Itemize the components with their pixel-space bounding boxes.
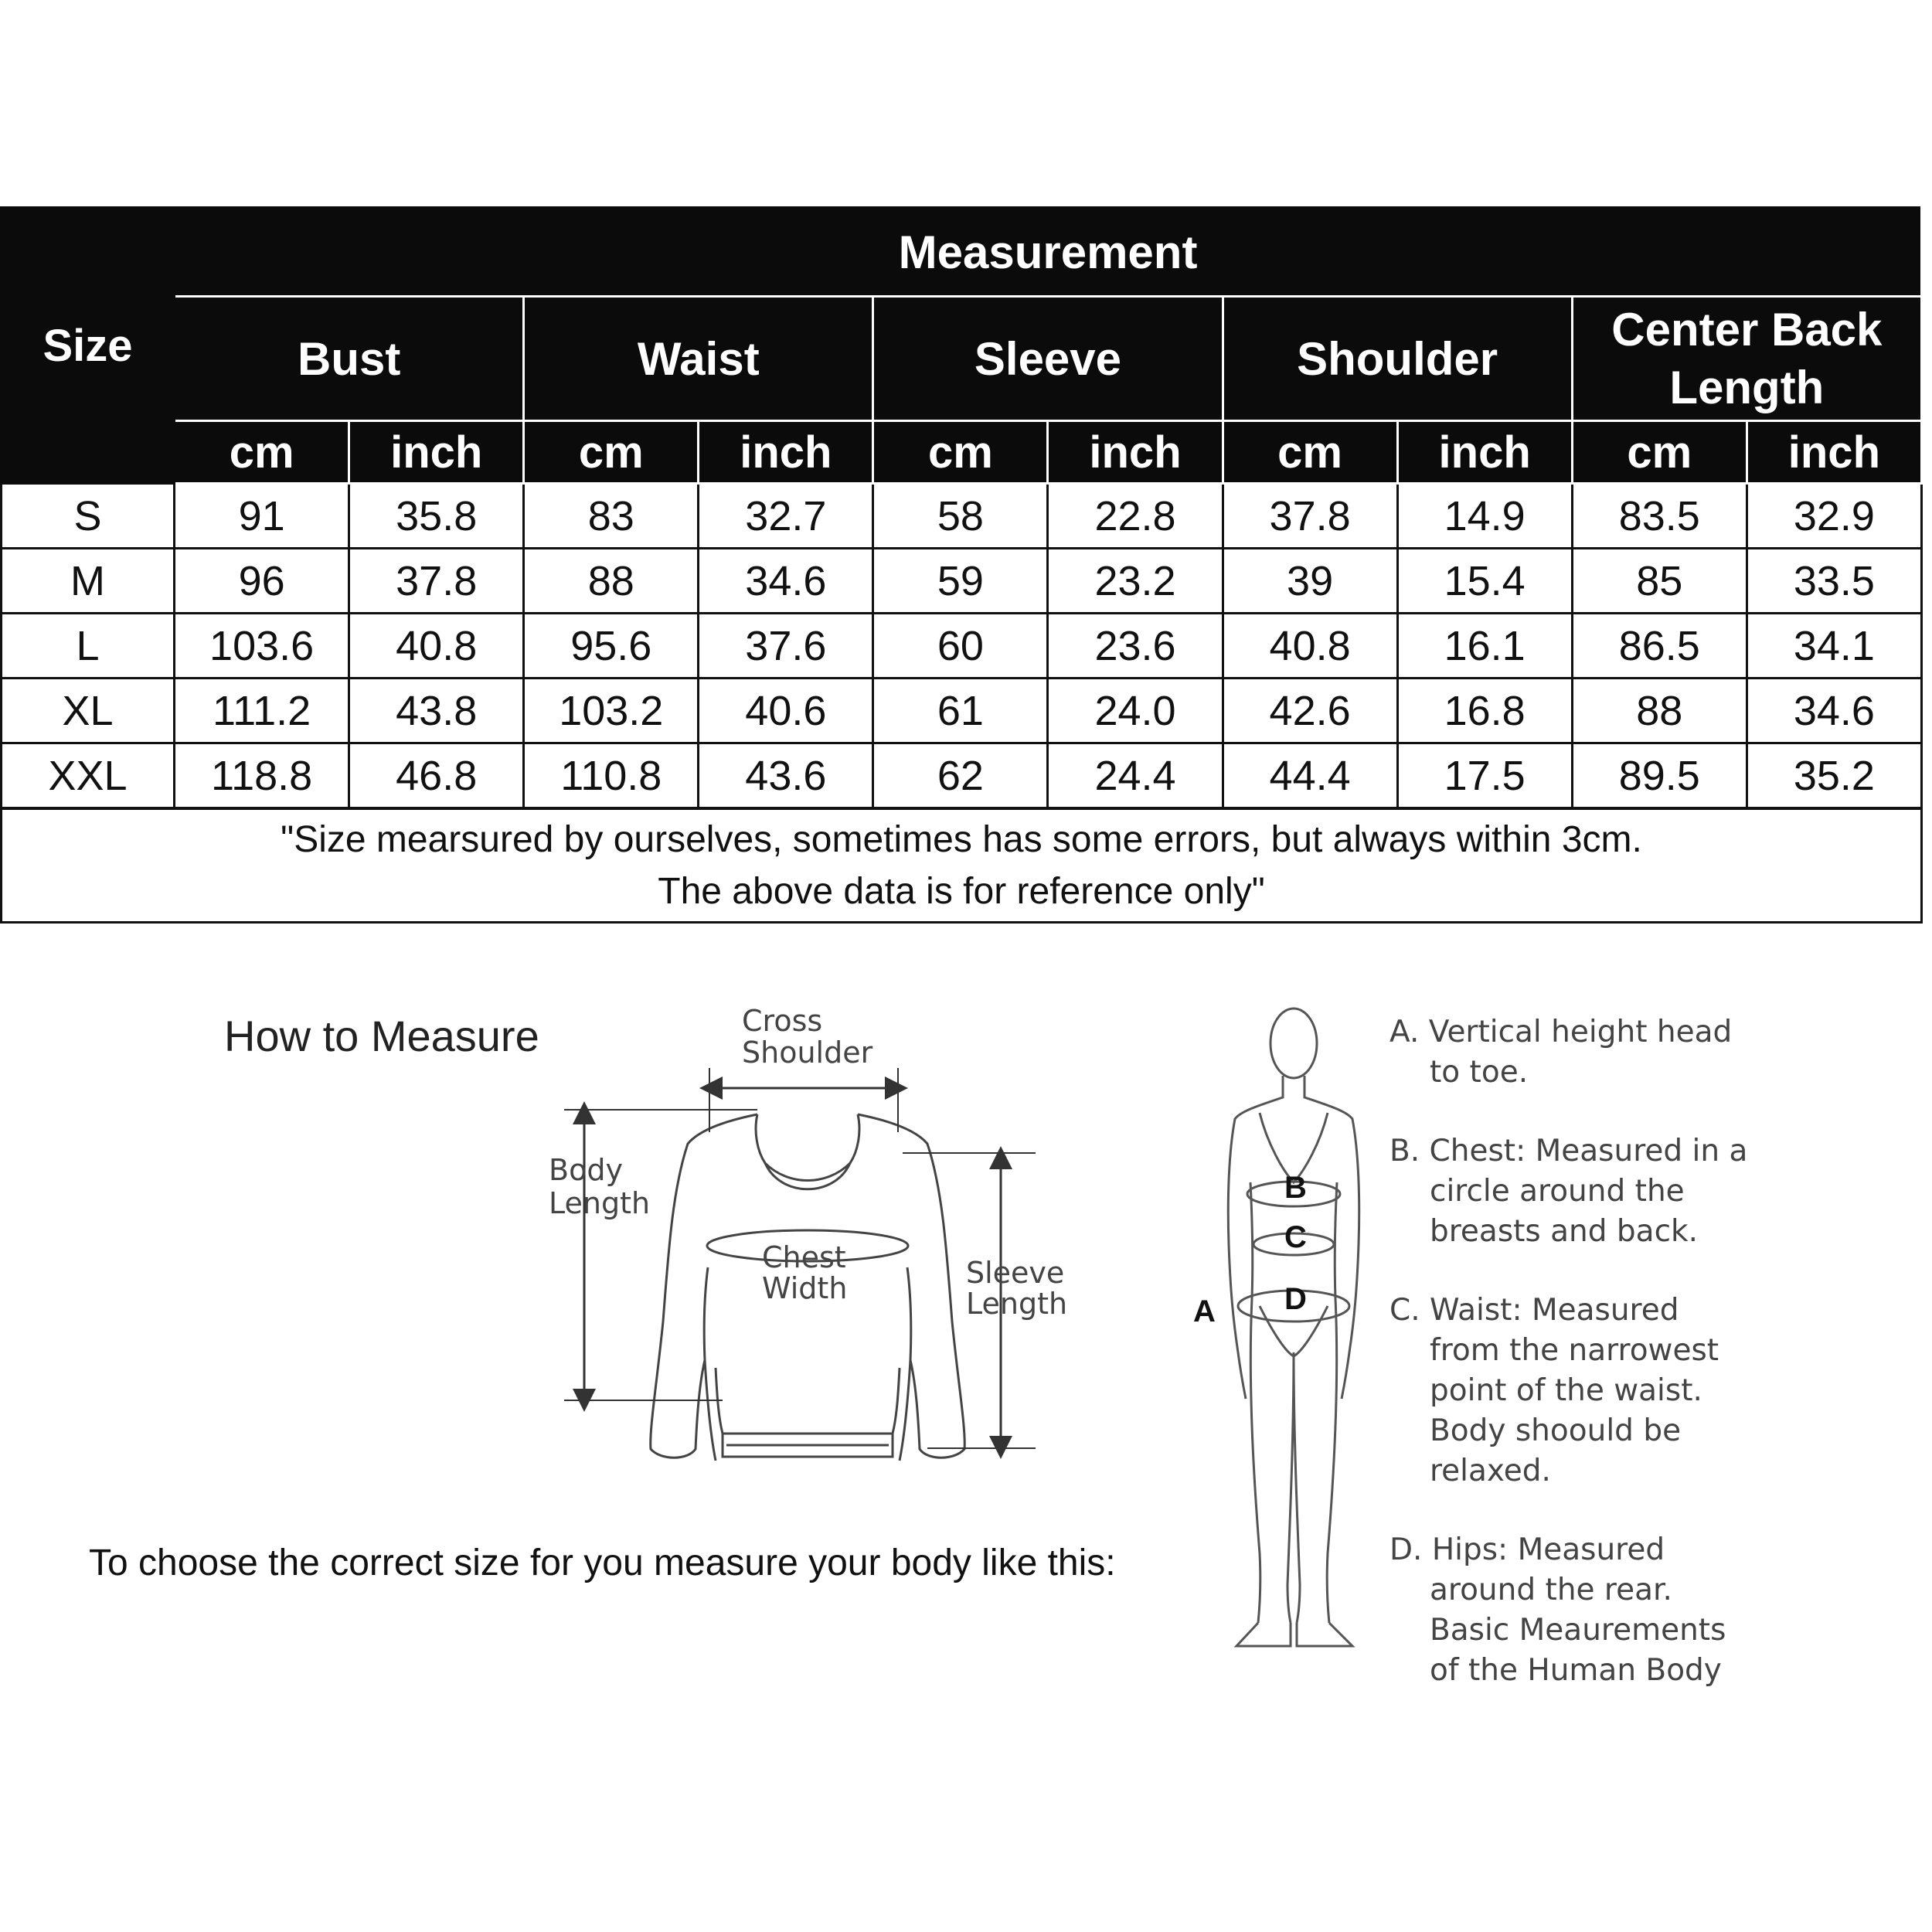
value-cell: 32.9 bbox=[1747, 484, 1921, 549]
cross-shoulder-label: Shoulder bbox=[742, 1036, 873, 1070]
note-line: of the Human Body bbox=[1430, 1653, 1722, 1688]
value-cell: 35.8 bbox=[349, 484, 524, 549]
body-outline bbox=[1228, 1009, 1359, 1646]
group-header-bust: Bust bbox=[175, 297, 524, 421]
group-header-sleeve: Sleeve bbox=[873, 297, 1223, 421]
value-cell: 16.1 bbox=[1397, 614, 1572, 679]
unit-header: cm bbox=[1223, 421, 1397, 484]
sleeve-length-label: Length bbox=[966, 1287, 1068, 1321]
size-column-header: Size bbox=[2, 208, 175, 484]
value-cell: 43.8 bbox=[349, 679, 524, 743]
value-cell: 34.6 bbox=[1747, 679, 1921, 743]
note-line: B. Chest: Measured in a bbox=[1389, 1134, 1748, 1168]
value-cell: 14.9 bbox=[1397, 484, 1572, 549]
unit-header: inch bbox=[1048, 421, 1223, 484]
size-chart-table bbox=[0, 206, 1923, 923]
note-line: relaxed. bbox=[1430, 1454, 1551, 1488]
table-row bbox=[2, 614, 1922, 679]
value-cell: 88 bbox=[1572, 679, 1747, 743]
value-cell: 33.5 bbox=[1747, 549, 1921, 614]
value-cell: 39 bbox=[1223, 549, 1397, 614]
note-waist bbox=[1389, 1291, 1900, 1492]
value-cell: 95.6 bbox=[524, 614, 699, 679]
value-cell: 89.5 bbox=[1572, 743, 1747, 809]
note-height bbox=[1389, 1012, 1900, 1093]
value-cell: 85 bbox=[1572, 549, 1747, 614]
value-cell: 110.8 bbox=[524, 743, 699, 809]
measurement-notes bbox=[1389, 1012, 1900, 1730]
value-cell: 22.8 bbox=[1048, 484, 1223, 549]
table-row bbox=[2, 679, 1922, 743]
value-cell: 40.6 bbox=[699, 679, 873, 743]
value-cell: 86.5 bbox=[1572, 614, 1747, 679]
table-note-line: "Size mearsured by ourselves, sometimes has some errors, but always within 3cm. bbox=[281, 818, 1642, 860]
value-cell: 91 bbox=[175, 484, 349, 549]
sweater-diagram bbox=[533, 997, 1090, 1476]
table-note bbox=[2, 808, 1922, 923]
body-length-label: Body bbox=[549, 1153, 623, 1187]
value-cell: 42.6 bbox=[1223, 679, 1397, 743]
note-chest bbox=[1389, 1131, 1900, 1252]
value-cell: 24.0 bbox=[1048, 679, 1223, 743]
body-figure-diagram bbox=[1167, 997, 1406, 1677]
body-letter-c: C bbox=[1284, 1220, 1307, 1254]
table-note-line: The above data is for reference only" bbox=[658, 871, 1265, 912]
body-length-label: Length bbox=[549, 1186, 651, 1220]
note-line: point of the waist. bbox=[1430, 1373, 1702, 1408]
value-cell: 96 bbox=[175, 549, 349, 614]
body-letter-b: B bbox=[1284, 1171, 1307, 1205]
sleeve-length-label: Sleeve bbox=[966, 1256, 1065, 1290]
value-cell: 37.8 bbox=[1223, 484, 1397, 549]
measurement-header: Measurement bbox=[175, 208, 1922, 297]
value-cell: 34.6 bbox=[699, 549, 873, 614]
value-cell: 103.6 bbox=[175, 614, 349, 679]
value-cell: 61 bbox=[873, 679, 1048, 743]
unit-header: inch bbox=[349, 421, 524, 484]
note-line: from the narrowest bbox=[1430, 1333, 1719, 1368]
chest-width-label: Width bbox=[762, 1271, 848, 1305]
group-header-shoulder: Shoulder bbox=[1223, 297, 1572, 421]
value-cell: 34.1 bbox=[1747, 614, 1921, 679]
value-cell: 118.8 bbox=[175, 743, 349, 809]
unit-header: inch bbox=[1397, 421, 1572, 484]
value-cell: 58 bbox=[873, 484, 1048, 549]
value-cell: 23.6 bbox=[1048, 614, 1223, 679]
value-cell: 15.4 bbox=[1397, 549, 1572, 614]
group-header-center-back-length: Center Back Length bbox=[1572, 297, 1921, 421]
note-line: Body shoould be bbox=[1430, 1413, 1682, 1448]
cross-shoulder-label: Cross bbox=[742, 1004, 823, 1038]
value-cell: 40.8 bbox=[1223, 614, 1397, 679]
value-cell: 46.8 bbox=[349, 743, 524, 809]
chest-width-label: Chest bbox=[762, 1240, 846, 1274]
value-cell: 60 bbox=[873, 614, 1048, 679]
value-cell: 40.8 bbox=[349, 614, 524, 679]
table-row bbox=[2, 743, 1922, 809]
value-cell: 88 bbox=[524, 549, 699, 614]
how-to-measure-title: How to Measure bbox=[224, 1012, 539, 1060]
table-row bbox=[2, 549, 1922, 614]
body-letter-a: A bbox=[1193, 1294, 1216, 1328]
value-cell: 111.2 bbox=[175, 679, 349, 743]
body-letter-d: D bbox=[1284, 1282, 1307, 1316]
note-line: A. Vertical height head bbox=[1389, 1015, 1733, 1049]
size-cell: L bbox=[2, 614, 175, 679]
value-cell: 32.7 bbox=[699, 484, 873, 549]
value-cell: 17.5 bbox=[1397, 743, 1572, 809]
choose-size-instruction: To choose the correct size for you measure your body like this: bbox=[89, 1543, 1116, 1583]
value-cell: 23.2 bbox=[1048, 549, 1223, 614]
note-hips bbox=[1389, 1530, 1900, 1691]
unit-header: cm bbox=[524, 421, 699, 484]
unit-header: inch bbox=[699, 421, 873, 484]
value-cell: 16.8 bbox=[1397, 679, 1572, 743]
table-row bbox=[2, 484, 1922, 549]
value-cell: 37.6 bbox=[699, 614, 873, 679]
note-line: D. Hips: Measured bbox=[1389, 1532, 1665, 1567]
note-line: to toe. bbox=[1430, 1055, 1529, 1090]
value-cell: 62 bbox=[873, 743, 1048, 809]
value-cell: 59 bbox=[873, 549, 1048, 614]
value-cell: 37.8 bbox=[349, 549, 524, 614]
table-note-row bbox=[2, 808, 1922, 923]
note-line: breasts and back. bbox=[1430, 1214, 1699, 1249]
size-cell: M bbox=[2, 549, 175, 614]
value-cell: 44.4 bbox=[1223, 743, 1397, 809]
note-line: around the rear. bbox=[1430, 1573, 1672, 1607]
value-cell: 83 bbox=[524, 484, 699, 549]
unit-header: cm bbox=[1572, 421, 1747, 484]
unit-header: inch bbox=[1747, 421, 1921, 484]
note-line: Basic Meaurements bbox=[1430, 1613, 1726, 1648]
group-header-waist: Waist bbox=[524, 297, 873, 421]
value-cell: 103.2 bbox=[524, 679, 699, 743]
size-cell: S bbox=[2, 484, 175, 549]
value-cell: 43.6 bbox=[699, 743, 873, 809]
size-cell: XL bbox=[2, 679, 175, 743]
value-cell: 83.5 bbox=[1572, 484, 1747, 549]
value-cell: 35.2 bbox=[1747, 743, 1921, 809]
unit-header: cm bbox=[873, 421, 1048, 484]
note-line: circle around the bbox=[1430, 1174, 1685, 1209]
value-cell: 24.4 bbox=[1048, 743, 1223, 809]
unit-header: cm bbox=[175, 421, 349, 484]
note-line: C. Waist: Measured bbox=[1389, 1293, 1679, 1328]
size-cell: XXL bbox=[2, 743, 175, 809]
